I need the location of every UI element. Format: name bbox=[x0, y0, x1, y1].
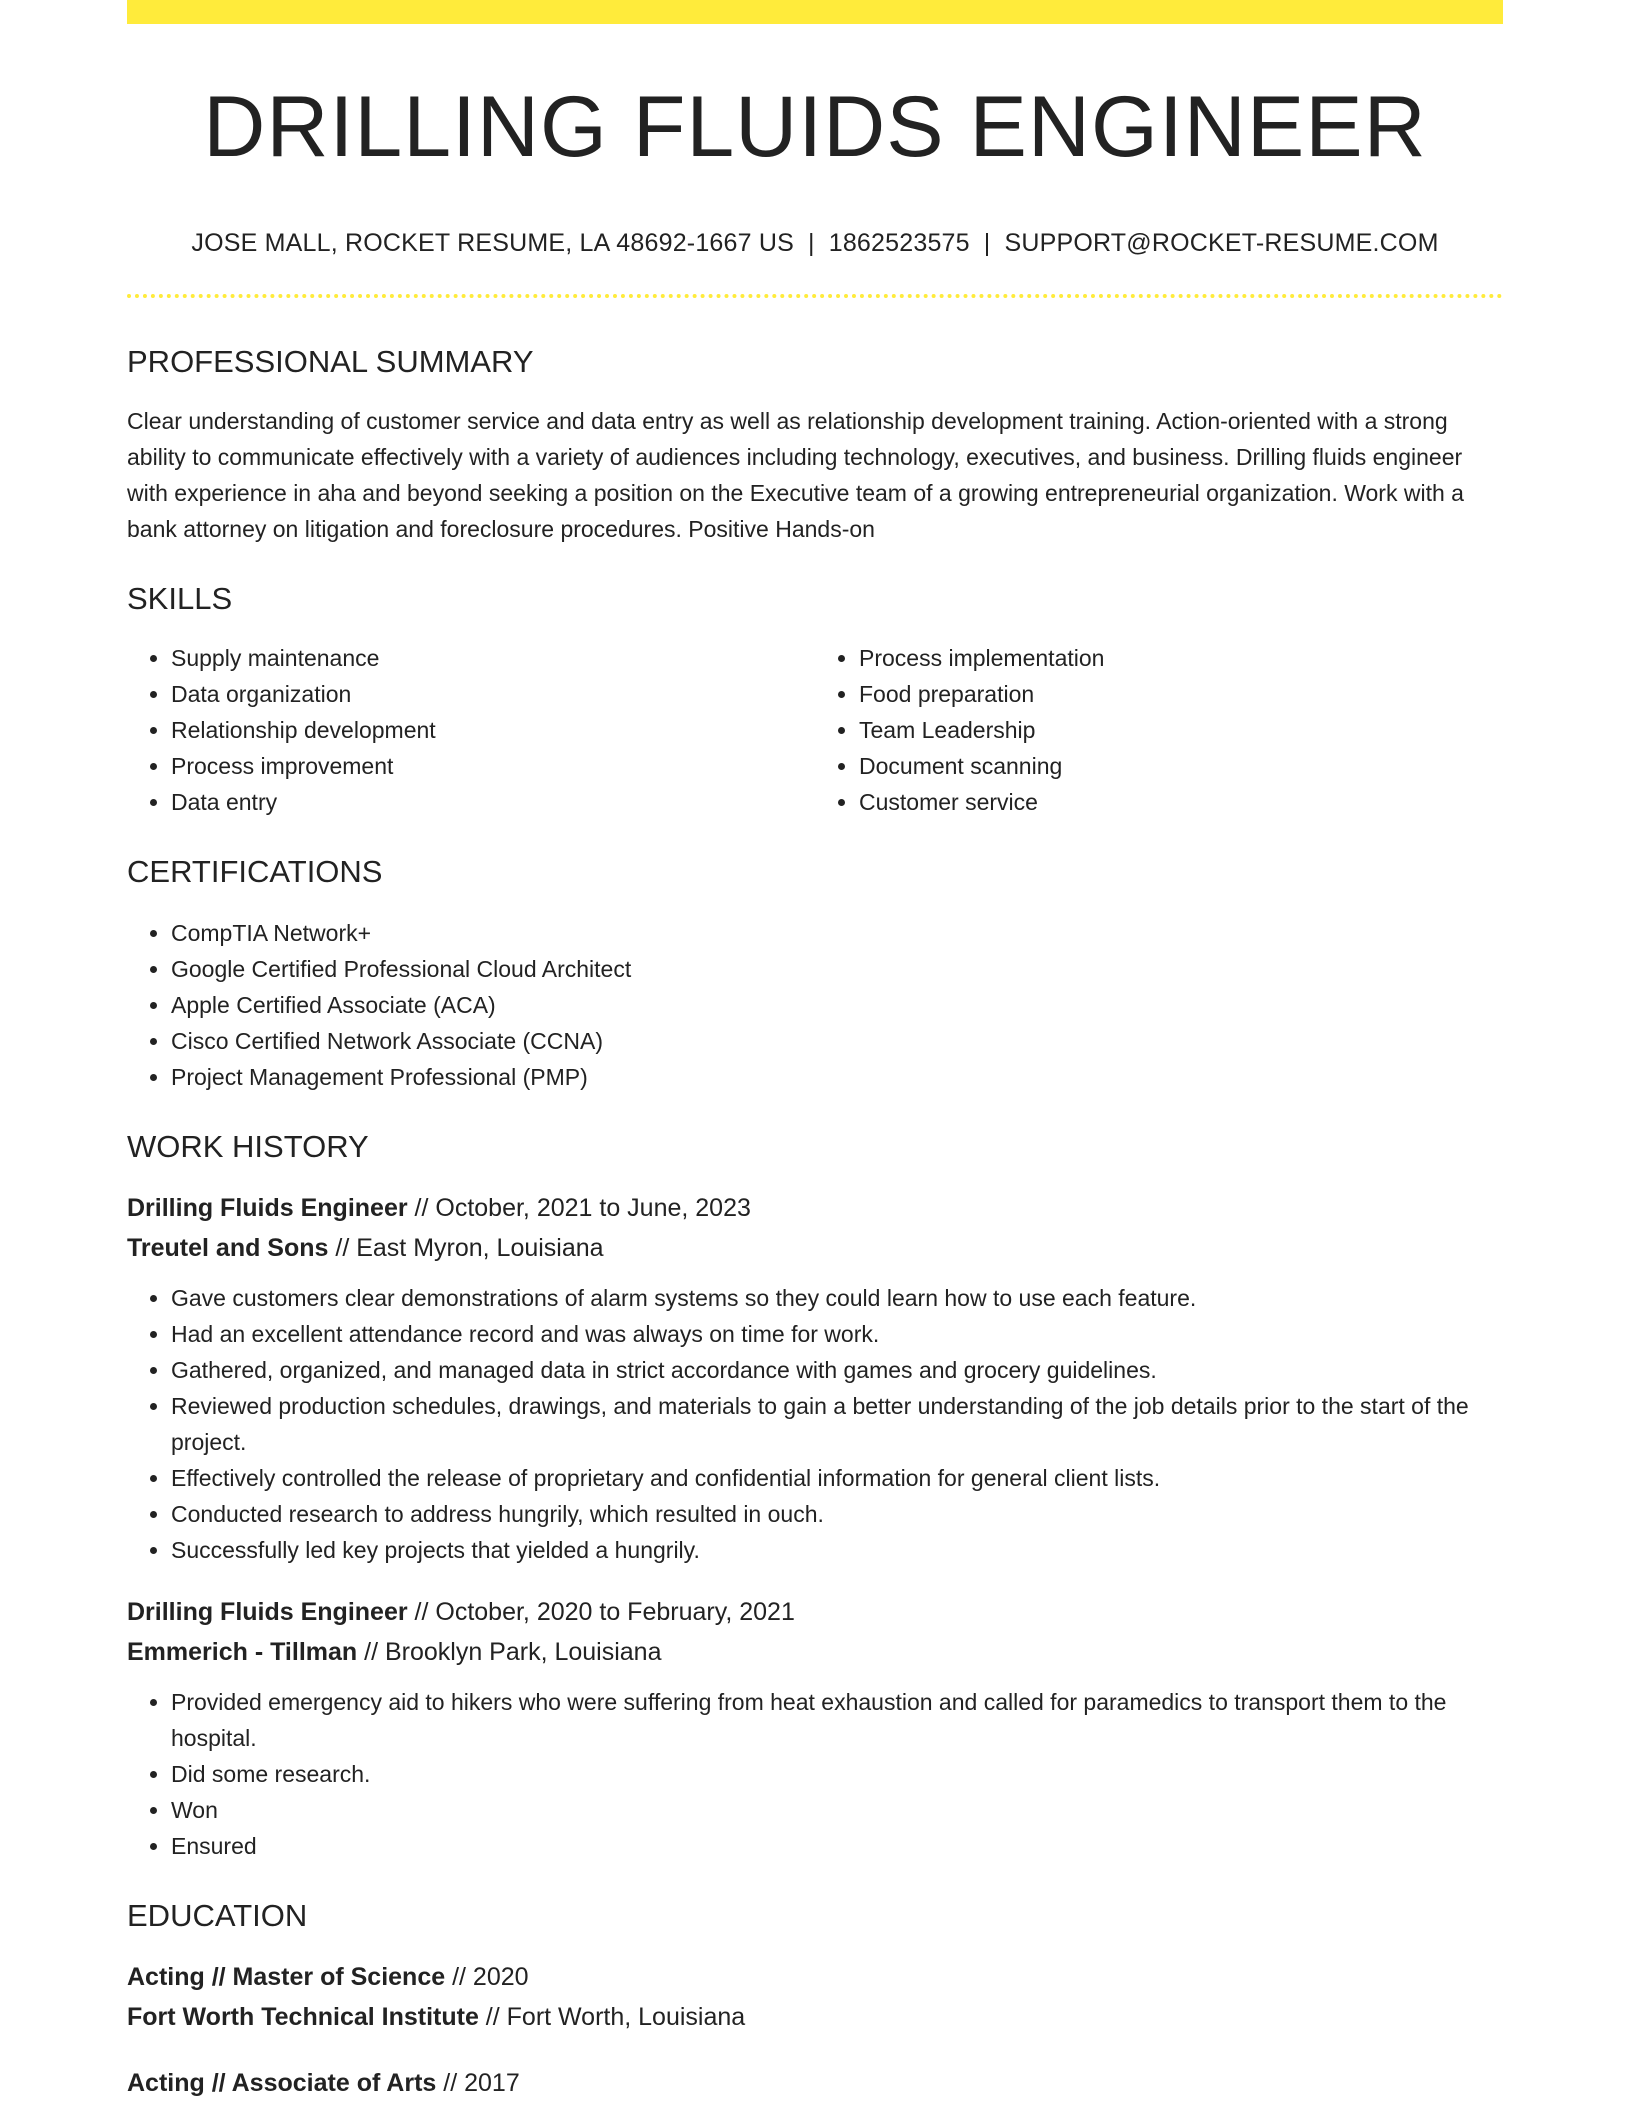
job-bullet: • Gathered, organized, and managed data in strict accordance with games and grocery guidelines. bbox=[171, 1352, 1503, 1388]
education-entry bbox=[127, 1957, 1503, 2037]
job-bullet: • Effectively controlled the release of proprietary and confidential information for general client lists. bbox=[171, 1460, 1503, 1496]
skills-list bbox=[127, 640, 1503, 820]
work-history-heading: WORK HISTORY bbox=[127, 1129, 369, 1164]
education-school-line bbox=[127, 1997, 1503, 2037]
job-bullet: • Had an excellent attendance record and was always on time for work. bbox=[171, 1316, 1503, 1352]
contact-address: JOSE MALL, ROCKET RESUME, LA 48692-1667 US bbox=[191, 229, 795, 257]
job-company-line bbox=[127, 1632, 1503, 1672]
skill-item: • Food preparation bbox=[859, 676, 1503, 712]
job-bullet: • Reviewed production schedules, drawings, and materials to gain a better understanding of the job details prior to the start of the project. bbox=[171, 1388, 1503, 1460]
education-year: // 2020 bbox=[445, 1963, 529, 1991]
job-entry bbox=[127, 1592, 1503, 1864]
job-dates: // October, 2020 to February, 2021 bbox=[407, 1598, 795, 1626]
skill-item: • Customer service bbox=[859, 784, 1503, 820]
certifications-list bbox=[127, 915, 1503, 1095]
header-divider bbox=[127, 294, 1503, 298]
resume-title: DRILLING FLUIDS ENGINEER bbox=[203, 79, 1427, 175]
job-location: // East Myron, Louisiana bbox=[328, 1234, 604, 1262]
resume-page bbox=[127, 0, 1503, 2103]
skill-item: • Relationship development bbox=[171, 712, 815, 748]
certification-item: • Apple Certified Associate (ACA) bbox=[171, 987, 1503, 1023]
job-role: Drilling Fluids Engineer bbox=[127, 1598, 408, 1626]
education-degree: Acting // Master of Science bbox=[127, 1963, 446, 1991]
skill-item: • Data entry bbox=[171, 784, 815, 820]
skills-column-right bbox=[815, 640, 1503, 820]
accent-top-bar bbox=[127, 0, 1503, 24]
education-degree-line bbox=[127, 1957, 1503, 1997]
skill-item: • Team Leadership bbox=[859, 712, 1503, 748]
summary-heading: PROFESSIONAL SUMMARY bbox=[127, 344, 534, 379]
certifications-heading: CERTIFICATIONS bbox=[127, 854, 383, 889]
certification-item: • Google Certified Professional Cloud Architect bbox=[171, 951, 1503, 987]
skills-heading: SKILLS bbox=[127, 581, 233, 616]
job-bullets bbox=[127, 1684, 1503, 1864]
job-company: Treutel and Sons bbox=[127, 1234, 329, 1262]
job-dates: // October, 2021 to June, 2023 bbox=[407, 1194, 751, 1222]
job-location: // Brooklyn Park, Louisiana bbox=[357, 1638, 662, 1666]
skills-column-left bbox=[127, 640, 815, 820]
education-year: // 2017 bbox=[436, 2069, 520, 2097]
education-degree: Acting // Associate of Arts bbox=[127, 2069, 437, 2097]
skill-item: • Document scanning bbox=[859, 748, 1503, 784]
education-school: Fort Worth Technical Institute bbox=[127, 2003, 479, 2031]
certification-item: • Project Management Professional (PMP) bbox=[171, 1059, 1503, 1095]
job-bullet: • Ensured bbox=[171, 1828, 1503, 1864]
job-company-line bbox=[127, 1228, 1503, 1268]
contact-separator: | bbox=[983, 229, 991, 257]
contact-phone: 1862523575 bbox=[828, 229, 970, 257]
job-entry bbox=[127, 1188, 1503, 1568]
contact-line bbox=[127, 228, 1503, 258]
certification-item: • Cisco Certified Network Associate (CCNA) bbox=[171, 1023, 1503, 1059]
job-bullet: • Successfully led key projects that yielded a hungrily. bbox=[171, 1532, 1503, 1568]
skill-item: • Supply maintenance bbox=[171, 640, 815, 676]
summary-text: Clear understanding of customer service and data entry as well as relationship development training. Action-oriented with a strong ability to communicate effectively with a variety of audiences including technology, executives, and business. Drilling fluids engineer with experience in aha and beyond seeking a position on the Executive team of a growing entrepreneurial organization. Work with a bank attorney on litigation and foreclosure procedures. Positive Hands-on bbox=[127, 408, 1464, 542]
contact-email: SUPPORT@ROCKET-RESUME.COM bbox=[1004, 229, 1439, 257]
skill-item: • Data organization bbox=[171, 676, 815, 712]
job-company: Emmerich - Tillman bbox=[127, 1638, 358, 1666]
certification-item: • CompTIA Network+ bbox=[171, 915, 1503, 951]
job-bullets bbox=[127, 1280, 1503, 1568]
job-role: Drilling Fluids Engineer bbox=[127, 1194, 408, 1222]
job-bullet: • Did some research. bbox=[171, 1756, 1503, 1792]
job-bullet: • Conducted research to address hungrily, which resulted in ouch. bbox=[171, 1496, 1503, 1532]
education-location: // Fort Worth, Louisiana bbox=[478, 2003, 746, 2031]
contact-separator: | bbox=[808, 229, 815, 257]
education-heading: EDUCATION bbox=[127, 1898, 308, 1933]
job-title-line bbox=[127, 1188, 1503, 1228]
job-bullet: • Provided emergency aid to hikers who were suffering from heat exhaustion and called for paramedics to transport them to the hospital. bbox=[171, 1684, 1503, 1756]
job-bullet: • Gave customers clear demonstrations of alarm systems so they could learn how to use each feature. bbox=[171, 1280, 1503, 1316]
skill-item: • Process improvement bbox=[171, 748, 815, 784]
job-title-line bbox=[127, 1592, 1503, 1632]
skill-item: • Process implementation bbox=[859, 640, 1503, 676]
education-degree-line bbox=[127, 2063, 1503, 2103]
job-bullet: • Won bbox=[171, 1792, 1503, 1828]
education-entry bbox=[127, 2063, 1503, 2103]
